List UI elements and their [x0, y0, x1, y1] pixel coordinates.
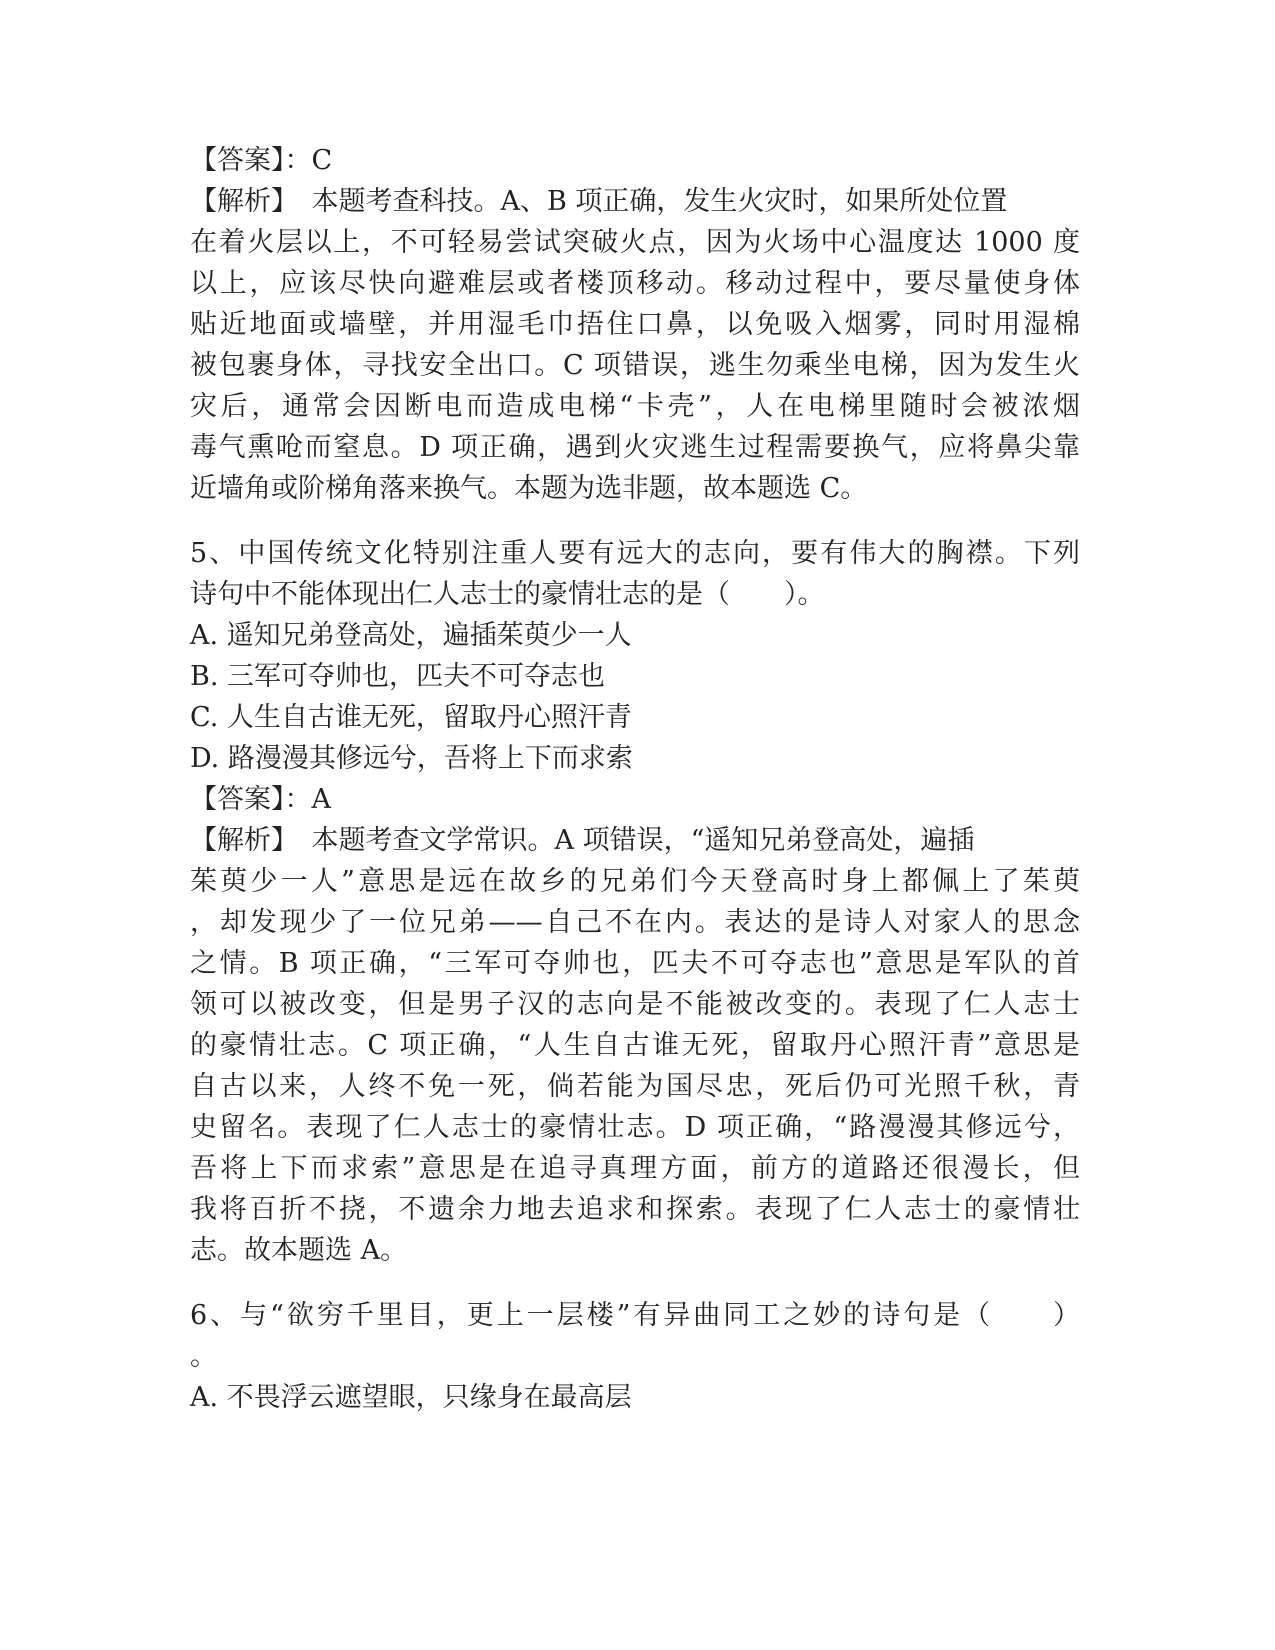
q4-answer-line [190, 140, 1080, 182]
q6-stem-line-2: 。 [190, 1341, 217, 1372]
q5-analysis-line-5: 领可以被改变，但是男子汉的志向是不能被改变的。表现了仁人志士 [190, 989, 1080, 1020]
q5-option-c: C. 人生自古谁无死，留取丹心照汗青 [190, 702, 632, 733]
analysis-label: 【解析】 [190, 186, 285, 217]
q6-stem-line-1: 6、与“欲穷千里目，更上一层楼”有异曲同工之妙的诗句是（ ） [190, 1300, 1080, 1331]
answer-label: 【答案】 [190, 784, 285, 815]
q4-analysis-line-2: 在着火层以上，不可轻易尝试突破火点，因为火场中心温度达 1000 度 [190, 227, 1080, 258]
answer-value: ：A [284, 784, 331, 815]
answer-label: 【答案】 [190, 145, 285, 176]
q4-analysis-line-5: 被包裹身体，寻找安全出口。C 项错误，逃生勿乘坐电梯，因为发生火 [190, 350, 1080, 381]
q5-analysis-line-2: 茱萸少一人”意思是远在故乡的兄弟们今天登高时身上都佩上了茱萸 [190, 866, 1080, 897]
q6-option-a: A. 不畏浮云遮望眼，只缘身在最高层 [190, 1382, 632, 1413]
q4-analysis-line-3: 以上，应该尽快向避难层或者楼顶移动。移动过程中，要尽量使身体 [190, 268, 1080, 299]
q5-option-d: D. 路漫漫其修远兮，吾将上下而求索 [190, 743, 633, 774]
q5-answer-line [190, 779, 1080, 821]
answer-value: ：C [284, 145, 333, 176]
q4-analysis-line-4: 贴近地面或墙壁，并用湿毛巾捂住口鼻，以免吸入烟雾，同时用湿棉 [190, 309, 1080, 340]
q5-analysis-line-1: 【解析】 本题考查文学常识。A 项错误，“遥知兄弟登高处，遍插 [190, 825, 975, 856]
q5-analysis-line-4: 之情。B 项正确，“三军可夺帅也，匹夫不可夺志也”意思是军队的首 [190, 948, 1080, 979]
q5-option-b: B. 三军可夺帅也，匹夫不可夺志也 [190, 661, 606, 692]
q4-analysis-line-1: 【解析】 本题考查科技。A、B 项正确，发生火灾时，如果所处位置 [190, 186, 1008, 217]
q5-analysis-line-3: ，却发现少了一位兄弟——自己不在内。表达的是诗人对家人的思念 [190, 907, 1080, 938]
q5-stem-line-1: 5、中国传统文化特别注重人要有远大的志向，要有伟大的胸襟。下列 [190, 538, 1080, 569]
q5-analysis-line-6: 的豪情壮志。C 项正确，“人生自古谁无死，留取丹心照汗青”意思是 [190, 1030, 1080, 1061]
q4-analysis-line-7: 毒气熏呛而窒息。D 项正确，遇到火灾逃生过程需要换气，应将鼻尖靠 [190, 432, 1080, 463]
q5-option-a: A. 遥知兄弟登高处，遍插茱萸少一人 [190, 620, 632, 651]
q5-stem-line-2: 诗句中不能体现出仁人志士的豪情壮志的是（ ）。 [190, 579, 825, 610]
analysis-label: 【解析】 [190, 825, 285, 856]
q5-analysis-line-7: 自古以来，人终不免一死，倘若能为国尽忠，死后仍可光照千秋，青 [190, 1071, 1080, 1102]
q5-analysis-line-10: 我将百折不挠，不遗余力地去追求和探索。表现了仁人志士的豪情壮 [190, 1194, 1080, 1225]
q5-analysis-line-11: 志。故本题选 A。 [190, 1235, 408, 1266]
q4-analysis-line-6: 灾后，通常会因断电而造成电梯“卡壳”，人在电梯里随时会被浓烟 [190, 391, 1080, 422]
q4-analysis-line-8: 近墙角或阶梯角落来换气。本题为选非题，故本题选 C。 [190, 473, 868, 504]
q5-analysis-line-9: 吾将上下而求索”意思是在追寻真理方面，前方的道路还很漫长，但 [190, 1153, 1080, 1184]
q5-analysis-line-8: 史留名。表现了仁人志士的豪情壮志。D 项正确，“路漫漫其修远兮， [190, 1112, 1080, 1143]
